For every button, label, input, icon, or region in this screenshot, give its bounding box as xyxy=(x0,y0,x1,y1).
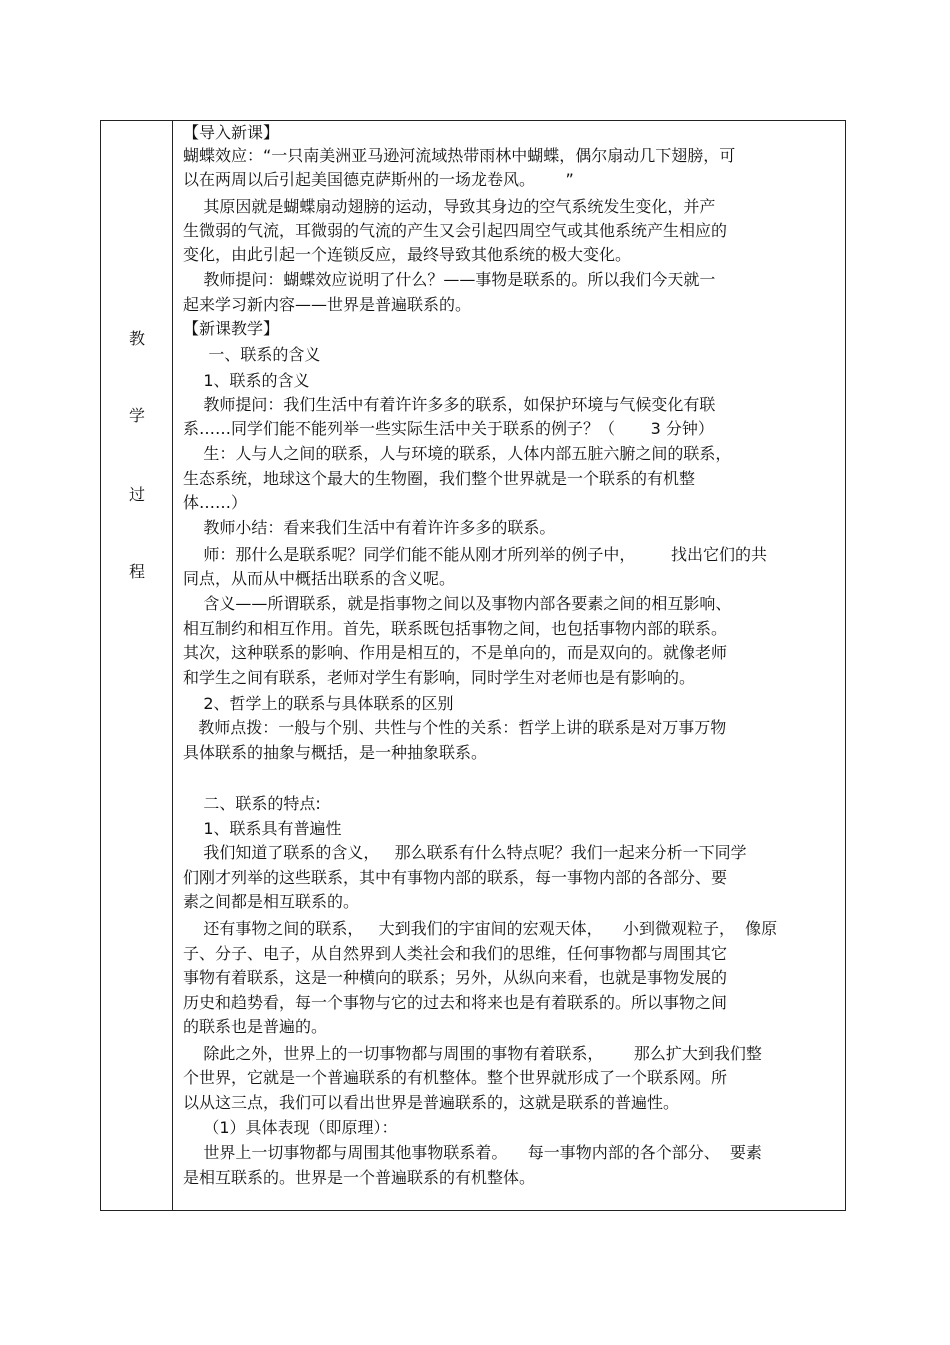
text-line: 教师点拨：一般与个别、共性与个性的关系：哲学上讲的联系是对万事万物 xyxy=(183,718,727,737)
side-label-char: 学 xyxy=(128,406,145,425)
subheading: 1、联系具有普遍性 xyxy=(183,819,342,838)
text-line: 还有事物之间的联系， 大到我们的宇宙间的宏观天体， 小到微观粒子， 像原 xyxy=(183,919,778,938)
text-line: 以从这三点，我们可以看出世界是普遍联系的，这就是联系的普遍性。 xyxy=(183,1093,680,1112)
side-label-char: 教 xyxy=(128,329,145,348)
section-heading: 【导入新课】 xyxy=(183,123,280,142)
text-line: 含义——所谓联系，就是指事物之间以及事物内部各要素之间的相互影响、 xyxy=(183,594,732,613)
text-line: 生微弱的气流，耳微弱的气流的产生又会引起四周空气或其他系统产生相应的 xyxy=(183,221,728,240)
text-line: 除此之外，世界上的一切事物都与周围的事物有着联系， 那么扩大到我们整 xyxy=(183,1044,762,1063)
side-label-char: 过 xyxy=(128,485,145,504)
text-line: 同点，从而从中概括出联系的含义呢。 xyxy=(183,569,456,588)
text-line: 其次，这种联系的影响、作用是相互的，不是单向的，而是双向的。就像老师 xyxy=(183,643,728,662)
text-line: 们刚才列举的这些联系，其中有事物内部的联系，每一事物内部的各部分、要 xyxy=(183,868,728,887)
text-line: 世界上一切事物都与周围其他事物联系着。 每一事物内部的各个部分、 要素 xyxy=(183,1143,762,1162)
text-line: 素之间都是相互联系的。 xyxy=(183,892,360,911)
lesson-table xyxy=(100,120,846,1211)
side-label-column xyxy=(101,121,173,1210)
subheading: 1、联系的含义 xyxy=(183,371,310,390)
text-line: 教师小结：看来我们生活中有着许许多多的联系。 xyxy=(183,518,556,537)
subheading: （1）具体表现（即原理）： xyxy=(183,1118,398,1137)
text-line: 具体联系的抽象与概括，是一种抽象联系。 xyxy=(183,743,488,762)
text-line: 教师提问：蝴蝶效应说明了什么？——事物是联系的。所以我们今天就一 xyxy=(183,270,716,289)
text-line: 以在两周以后引起美国德克萨斯州的一场龙卷风。 ” xyxy=(183,170,574,189)
subheading: 一、联系的含义 xyxy=(183,345,321,364)
text-line: 相互制约和相互作用。首先，联系既包括事物之间，也包括事物内部的联系。 xyxy=(183,619,728,638)
text-line: 蝴蝶效应：“一只南美洲亚马逊河流域热带雨林中蝴蝶，偶尔扇动几下翅膀，可 xyxy=(183,146,736,165)
text-line: 事物有着联系，这是一种横向的联系；另外，从纵向来看，也就是事物发展的 xyxy=(183,968,728,987)
text-line: 生态系统，地球这个最大的生物圈，我们整个世界就是一个联系的有机整 xyxy=(183,469,696,488)
text-line: 的联系也是普遍的。 xyxy=(183,1017,328,1036)
section-heading: 【新课教学】 xyxy=(183,319,280,338)
text-line: 生：人与人之间的联系，人与环境的联系，人体内部五脏六腑之间的联系， xyxy=(183,444,732,463)
text-line: 变化，由此引起一个连锁反应，最终导致其他系统的极大变化。 xyxy=(183,245,632,264)
subheading: 二、联系的特点: xyxy=(183,794,321,813)
text-line: 子、分子、电子，从自然界到人类社会和我们的思维，任何事物都与周围其它 xyxy=(183,944,728,963)
text-line: 历史和趋势看，每一个事物与它的过去和将来也是有着联系的。所以事物之间 xyxy=(183,993,728,1012)
text-line: 起来学习新内容——世界是普遍联系的。 xyxy=(183,295,472,314)
text-line: 系……同学们能不能列举一些实际生活中关于联系的例子？（ 3 分钟） xyxy=(183,419,714,438)
text-line: 我们知道了联系的含义， 那么联系有什么特点呢？我们一起来分析一下同学 xyxy=(183,843,747,862)
text-line: 师：那什么是联系呢？同学们能不能从刚才所列举的例子中， 找出它们的共 xyxy=(183,545,767,564)
text-line: 是相互联系的。世界是一个普遍联系的有机整体。 xyxy=(183,1168,536,1187)
text-line: 个世界，它就是一个普遍联系的有机整体。整个世界就形成了一个联系网。所 xyxy=(183,1068,728,1087)
text-line: 其原因就是蝴蝶扇动翅膀的运动，导致其身边的空气系统发生变化，并产 xyxy=(183,197,716,216)
text-line: 和学生之间有联系，老师对学生有影响，同时学生对老师也是有影响的。 xyxy=(183,668,696,687)
subheading: 2、哲学上的联系与具体联系的区别 xyxy=(183,694,454,713)
side-label-char: 程 xyxy=(128,562,145,581)
text-line: 教师提问：我们生活中有着许许多多的联系，如保护环境与气候变化有联 xyxy=(183,395,716,414)
text-line: 体……） xyxy=(183,493,248,512)
